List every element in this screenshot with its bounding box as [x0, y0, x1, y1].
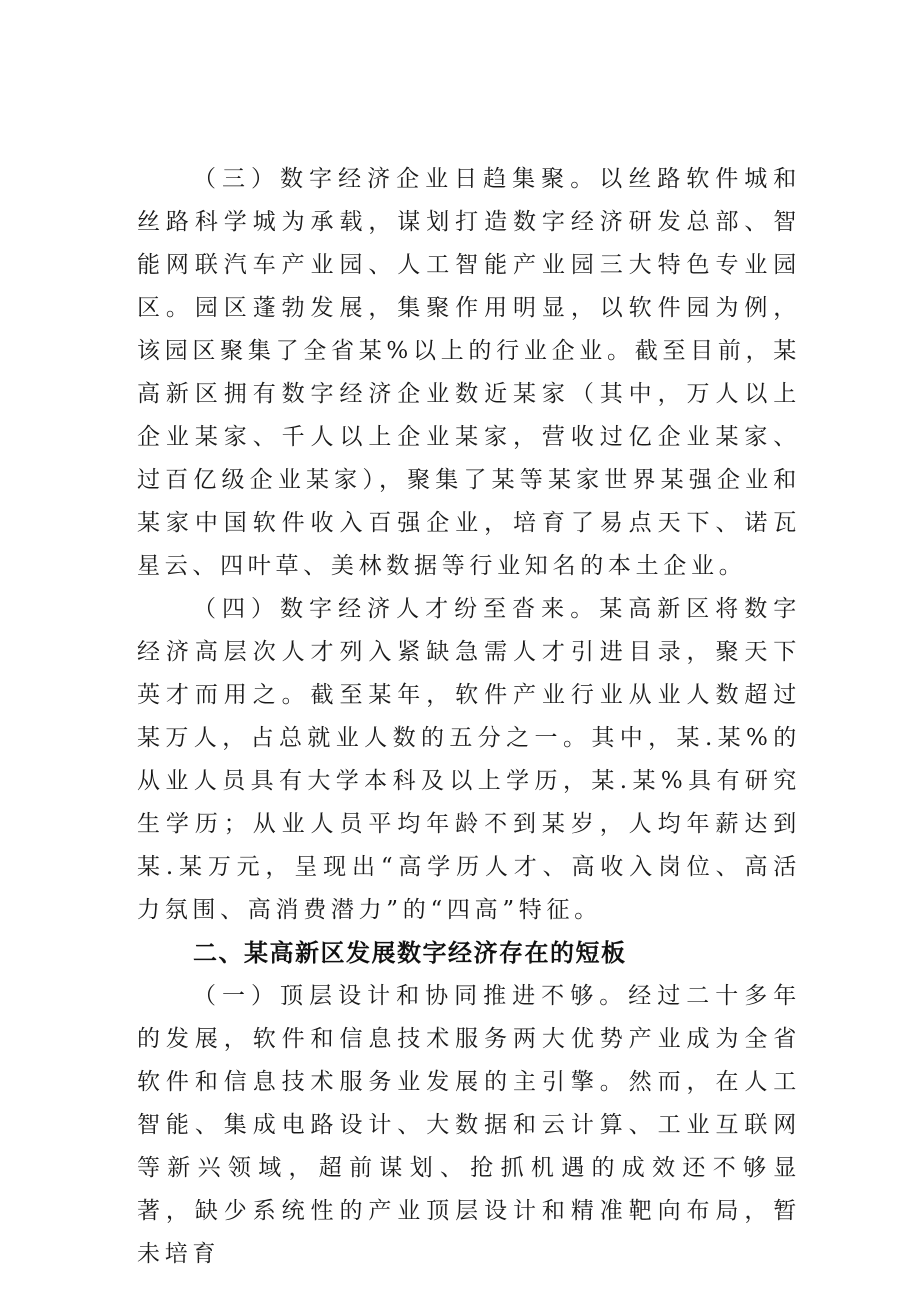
- paragraph-top-level-design: （一）顶层设计和协同推进不够。经过二十多年的发展，软件和信息技术服务两大优势产业成为全省软件和信息技术服务业发展的主引擎。然而，在人工智能、集成电路设计、大数据和云计算、工业互联网等新兴领域，超前谋划、抢抓机遇的成效还不够显著，缺少系统性的产业顶层设计和精准靶向布局，暂未培育: [137, 983, 801, 1267]
- paragraph-enterprise-cluster: （三）数字经济企业日趋集聚。以丝路软件城和丝路科学城为承载，谋划打造数字经济研发总部、智能网联汽车产业园、人工智能产业园三大特色专业园区。园区蓬勃发展，集聚作用明显，以软件园为例，该园区聚集了全省某%以上的行业企业。截至目前，某高新区拥有数字经济企业数近某家（其中，万人以上企业某家、千人以上企业某家，营收过亿企业某家、过百亿级企业某家），聚集了某等某家世界某强企业和某家中国软件收入百强企业，培育了易点天下、诺瓦星云、四叶草、美林数据等行业知名的本土企业。: [137, 166, 801, 579]
- paragraph-talent: （四）数字经济人才纷至沓来。某高新区将数字经济高层次人才列入紧缺急需人才引进目录，聚天下英才而用之。截至某年，软件产业行业从业人数超过某万人，占总就业人数的五分之一。其中，某.某%的从业人员具有大学本科及以上学历，某.某%具有研究生学历；从业人员平均年龄不到某岁，人均年薪达到某.某万元，呈现出“高学历人才、高收入岗位、高活力氛围、高消费潜力”的“四高”特征。: [137, 596, 801, 923]
- document-body: [137, 158, 801, 1276]
- section-heading: 二、某高新区发展数字经济存在的短板: [193, 939, 627, 967]
